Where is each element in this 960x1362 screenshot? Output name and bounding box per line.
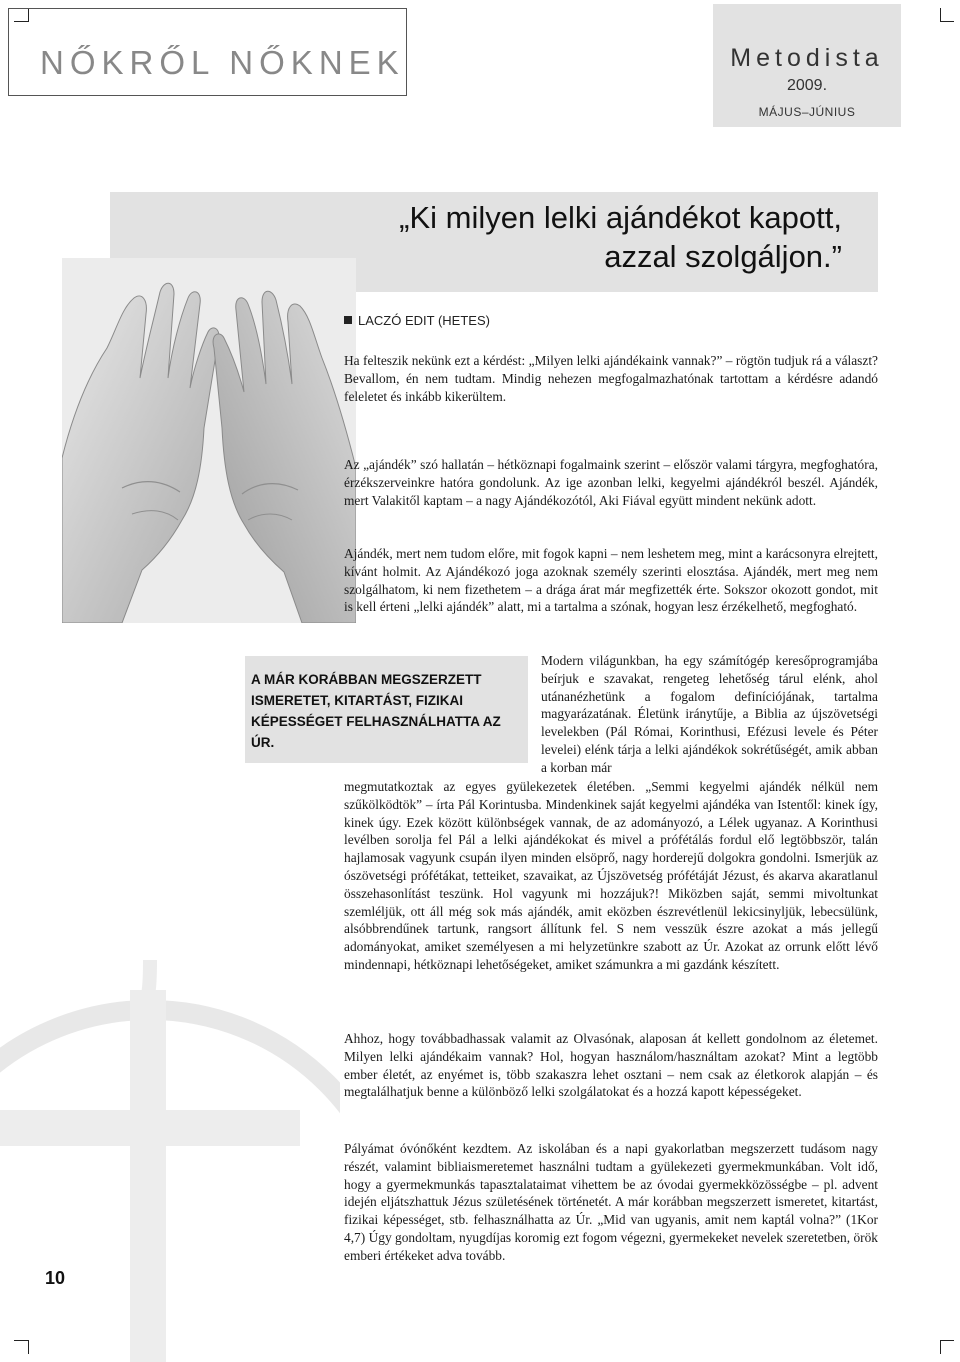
headline-line: azzal szolgáljon.” [604,239,842,274]
crop-mark [940,8,941,22]
masthead-box [713,4,901,127]
page-number: 10 [45,1268,66,1288]
crop-mark [940,21,954,22]
body-paragraph: Modern világunkban, ha egy számítógép keresőprogramjába beírjuk e szavakat, rengeteg lehetőség tárul elénk, ahol utánanézhetünk a fogalom definíciójának, tartalma magyarázatának. Életünk iránytűje, a Biblia az újszövetségi levelekben (Pál Római, Korinthusi, Efézusi levele és Péter levelei) elénk tárja a lelki ajándékok sokrétűségét, amik abban a korban már [541,653,878,775]
body-paragraph: megmutatkoztak az egyes gyülekezetek életében. „Semmi kegyelmi ajándék nélkül nem szűkölködtök” – írta Pál Korintusba. Mindenkinek saját kegyelmi ajándéka van Istentől: kinek így, kinek úgy. Ezek között különbségek vannak, de az adományozó, a Lélek ugyanaz. A Korinthusi levélben sorolja fel Pál a lelki ajándékokat és mivel a prófétálás fordul elő legtöbbször, talán hajlamosak vagyunk csupán ilyen minden elsöprő, nagy horderejű dolgokra gondolni. Ismerjük az ószövetségi prófétákat, tetteiket, szavaikat, az Újszövetség prófétáját Jézust, és akarva akaratlanul összehasonlítást teszünk. Hol vagyunk mi hozzájuk?! Miközben saját, semmi mivoltunkat szemléljük, ott áll még sok más ajándék, amit eközben észrevétlenül lekicsinyljük, lebecsülünk, alsóbbrendűnek tartunk, rangsort állítunk fel. S nem vesszük észre azokat a más jellegű adományokat, amiket személyesen a mi helyzetünkre szabott az Úr. Azokat az orrunk előtt lévő mindennapi, hétköznapi lehetőségeket, amiket számunkra a mi gazdánk készített. [344,779,878,972]
body-paragraph: Az „ajándék” szó hallatán – hétköznapi fogalmaink szerint – először valami tárgyra, megfoghatóra, érzékszerveinkre hatóra gondolunk. Az ige azonban lelki, kegyelmi ajándékról beszél. Ajándék, mert Valakitől kaptam – a nagy Ajándékozótól, Aki Fiával együtt mindent nekünk adott. [344,457,878,508]
open-hands-photo [62,258,356,623]
issue-year: 2009. [786,77,828,94]
article-headline [399,198,842,276]
body-paragraph: Ajándék, mert nem tudom előre, mit fogok kapni – nem leshetem meg, mint a karácsonyra elrejtett, kívánt holmit. Az Ajándékozó joga azoknak személy szerinti elosztása. Ajándék, mert meg nem szolgálhatom, ki nem fizethetem – a drága árat már megfizették érte. Sokszor okozott gondot, mit is kell érteni „lelki ajándék” alatt, mi a tartalma a szónak, hogyan lesz érzékelhető, megfogható. [344,546,878,615]
magazine-name: Metodista [730,44,884,72]
author-byline [344,313,490,328]
crop-mark [940,1340,941,1354]
author-name: LACZÓ EDIT (HETES) [358,313,490,328]
crop-mark [940,1340,954,1341]
bullet-square-icon [344,316,352,324]
headline-line: „Ki milyen lelki ajándékot kapott, [399,200,842,235]
body-paragraph: Ahhoz, hogy továbbadhassak valamit az Olvasónak, alaposan át kellett gondolnom az életemet. Milyen lelki ajándékaim vannak? Hol, hogyan használom/használtam azokat? Mint a legtöbb ember életét, az enyémet is, több szakaszra lehet osztani – nem csak az életkorok alapján – és megtalálhatjuk benne a különböző lelki szolgálatokat és a hozzá kapott képességeket. [344,1031,878,1100]
body-paragraph: Pályámat óvónőként kezdtem. Az iskolában és a napi gyakorlatban megszerzett tudásom nagy részét, valamint bibliaismeretemet használni tudtam a gyülekezeti gyermekmunkában. Volt idő, hogy a gyermekmunkás tapasztalataimat vihettem be az óvodai gyermekközösségbe – pl. advent idején eljátszhattuk Jézus születésének történetét. A már korábban megszerzett ismeretet, kitartást, fizikai képességet, stb. felhasználhatta az Úr. „Mid van ugyanis, amit nem kaptál volna?” (1Kor 4,7) Úgy gondoltam, nyugdíjas koromig ezt fogom végezni, gyermekeket nevelek szeretetben, örök emberi értékeket adva tovább. [344,1141,878,1263]
body-paragraph: Ha felteszik nekünk ezt a kérdést: „Milyen lelki ajándékaink vannak?” – rögtön tudjuk rá a választ? Bevallom, én nem tudtam. Mindig nehezen megfogalmazhatónak tartottam a kérdésre adandó feleletet és inkább kikerültem. [344,353,878,404]
issue-months: MÁJUS–JÚNIUS [758,105,856,119]
methodist-cross-watermark-icon [0,960,340,1362]
pull-quote: A MÁR KORÁBBAN MEGSZERZETT ISMERETET, KITARTÁST, FIZIKAI KÉPESSÉGET FELHASZNÁLHATTA AZ ÚR. [245,656,528,763]
section-title: NŐKRŐL NŐKNEK [40,44,405,81]
